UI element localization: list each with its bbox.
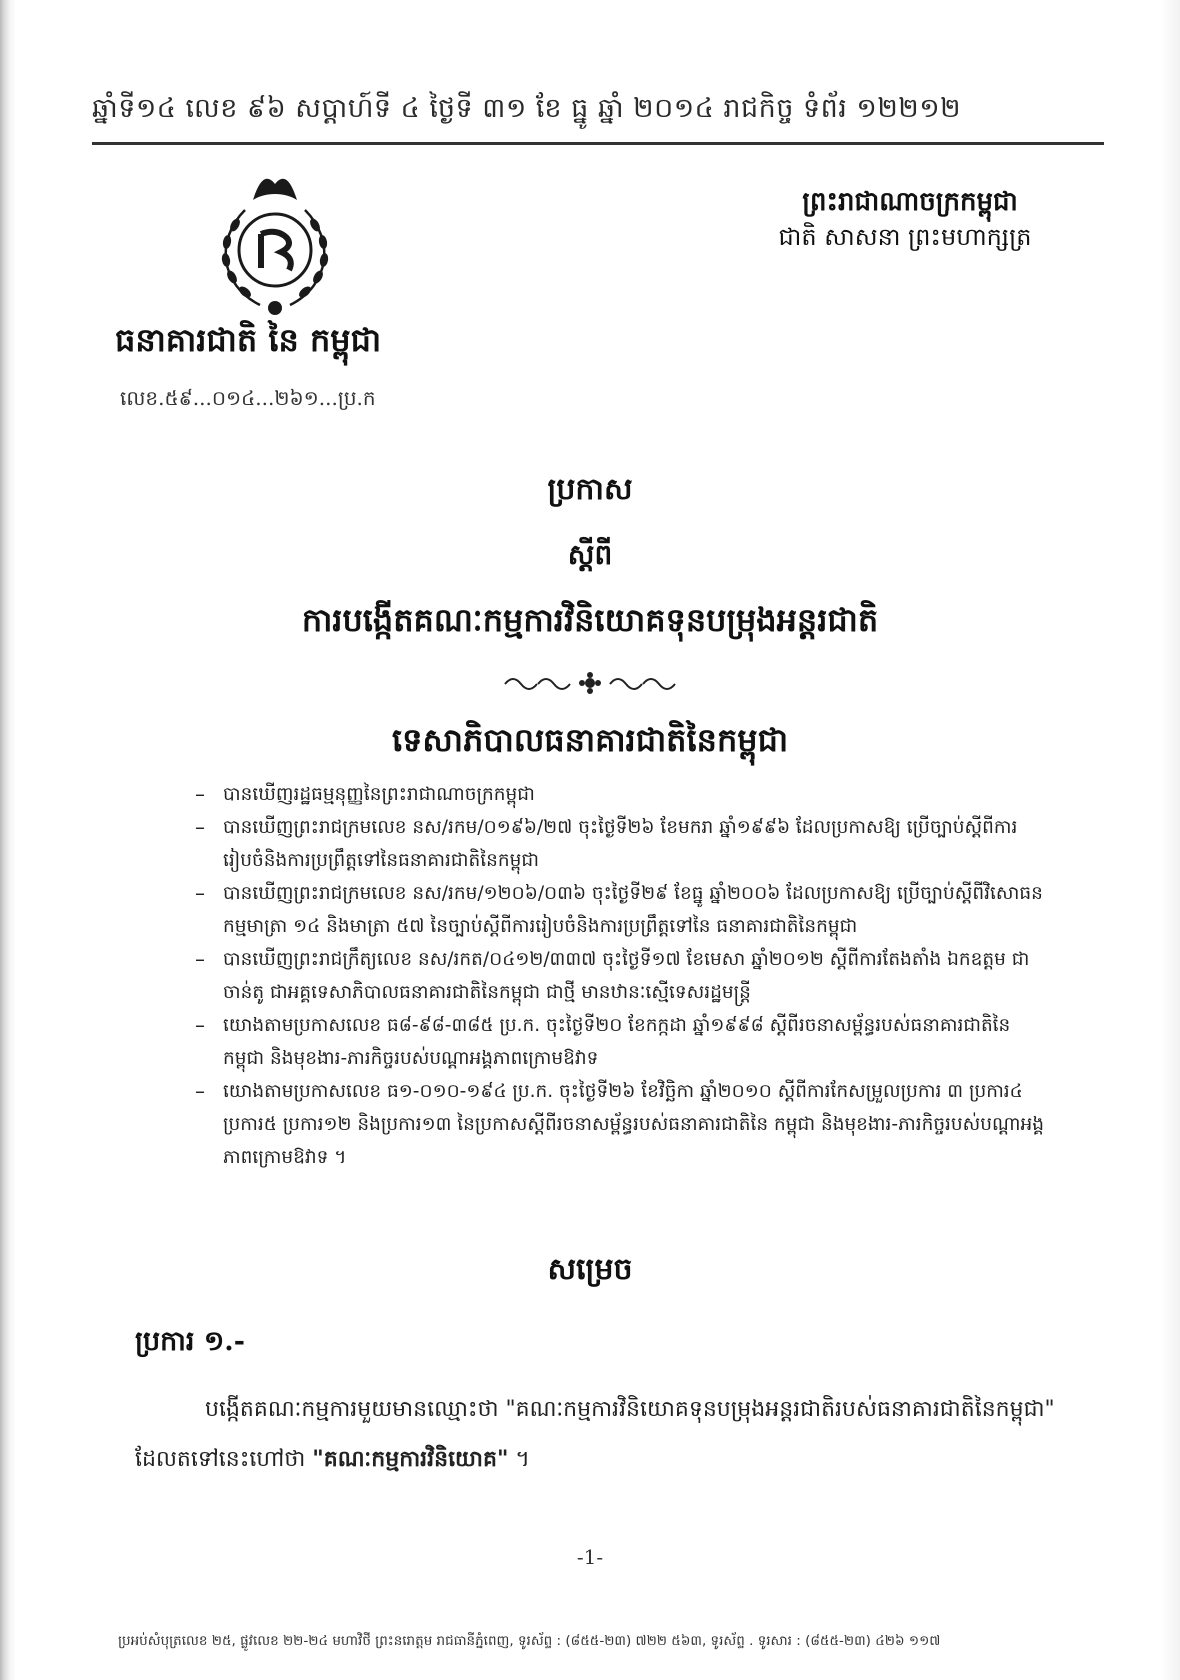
list-item: – បានឃើញព្រះរាជក្រមលេខ នស/រកម/០១៩៦/២៧ ចុះថ្ងៃទី២៦ ខែមករា ឆ្នាំ១៩៩៦ ដែលប្រកាសឱ្យ ប្រើច្បាប់ស្តីពីការរៀបចំនិងការប្រព្រឹត្តទៅនៃធនាគារជាតិនៃកម្ពុជា (195, 811, 1050, 877)
page-number: -1- (576, 1545, 604, 1569)
list-item: – យោងតាមប្រកាសលេខ ធ១-០១០-១៩៤ ប្រ.ក. ចុះថ្ងៃទី២៦ ខែវិច្ឆិកា ឆ្នាំ២០១០ ស្តីពីការកែសម្រួលប្រការ ៣ ប្រការ៤ ប្រការ៥ ប្រការ១២ និងប្រការ១៣ នៃប្រកាសស្តីពីរចនាសម្ព័ន្ធរបស់ធនាគារជាតិនៃ កម្ពុជា និងមុខងារ-ភារកិច្ចរបស់បណ្តាអង្គភាពក្រោមឱវាទ ។ (195, 1075, 1050, 1174)
bank-emblem-logo (205, 170, 345, 320)
document-type: ប្រកាស (547, 472, 633, 507)
about-label: ស្តីពី (567, 538, 613, 571)
article-end: ។ (508, 1447, 530, 1472)
reference-number: លេខ.៥៩...០១៤...២៦១...ប្រ.ក (120, 386, 376, 410)
header-rule (92, 142, 1104, 145)
document-subject: ការបង្កើតគណៈកម្មការវិនិយោគទុនបម្រុងអន្តរជាតិ (301, 601, 879, 639)
article-text: បង្កើតគណៈកម្មការមួយមានឈ្មោះថា "គណៈកម្មការវិនិយោគទុនបម្រុងអន្តរជាតិរបស់ធនាគារជាតិនៃកម្ពុជា" ដែលតទៅនេះហៅថា (135, 1397, 1055, 1472)
ornament-divider-icon (500, 672, 680, 694)
kingdom-title: ព្រះរាជាណាចក្រកម្ពុជា (802, 187, 1018, 217)
list-item: – បានឃើញព្រះរាជក្រឹត្យលេខ នស/រកត/០៤១២/៣៣៧ ចុះថ្ងៃទី១៧ ខែមេសា ឆ្នាំ២០១២ ស្តីពីការតែងតាំង ឯកឧត្តម ជា ចាន់តូ ជាអគ្គទេសាភិបាលធនាគារជាតិនៃកម្ពុជា ជាថ្មី មានឋានៈស្មើទេសរដ្ឋមន្ត្រី (195, 943, 1050, 1009)
list-item: – យោងតាមប្រកាសលេខ ធ៨-៩៨-៣៨៥ ប្រ.ក. ចុះថ្ងៃទី២០ ខែកក្កដា ឆ្នាំ១៩៩៨ ស្តីពីរចនាសម្ព័ន្ធរបស់ធនាគារជាតិនៃកម្ពុជា និងមុខងារ-ភារកិច្ចរបស់បណ្តាអង្គភាពក្រោមឱវាទ (195, 1009, 1050, 1075)
decision-heading: សម្រេច (547, 1252, 633, 1287)
national-motto: ជាតិ សាសនា ព្រះមហាក្សត្រ (778, 223, 1032, 251)
article-body (135, 1385, 1055, 1485)
issuer-title: ទេសាភិបាលធនាគារជាតិនៃកម្ពុជា (391, 721, 789, 759)
article-heading: ប្រការ ១.- (135, 1326, 245, 1357)
article-term: "គណៈកម្មការវិនិយោគ" (312, 1447, 509, 1472)
considerations-list (195, 778, 1050, 1174)
footer-address: ប្រអប់សំបុត្រលេខ ២៥, ផ្លូវលេខ ២២-២៤ មហាវិថី ព្រះនរោត្តម រាជធានីភ្នំពេញ, ទូរស័ព្ទ : (៨៥៥-២៣) ៧២២ ៥៦៣, ទូរស័ព្ទ . ទូរសារ : (៨៥៥-២៣) ៤២៦ ១១៧ (118, 1633, 941, 1649)
list-item: – បានឃើញរដ្ឋធម្មនុញ្ញនៃព្រះរាជាណាចក្រកម្ពុជា (195, 778, 1050, 811)
bank-name: ធនាគារជាតិ នៃ កម្ពុជា (115, 321, 382, 359)
gazette-header: ឆ្នាំទី១៤ លេខ ៩៦ សប្តាហ៍ទី ៤ ថ្ងៃទី ៣១ ខែ ធ្នូ ឆ្នាំ ២០១៤ រាជកិច្ច ទំព័រ ១២២១២ (92, 93, 962, 124)
list-item: – បានឃើញព្រះរាជក្រមលេខ នស/រកម/១២០៦/០៣៦ ចុះថ្ងៃទី២៩ ខែធ្នូ ឆ្នាំ២០០៦ ដែលប្រកាសឱ្យ ប្រើច្បាប់ស្តីពីវិសោធនកម្មមាត្រា ១៤ និងមាត្រា ៥៧ នៃច្បាប់ស្តីពីការរៀបចំនិងការប្រព្រឹត្តទៅនៃ ធនាគារជាតិនៃកម្ពុជា (195, 877, 1050, 943)
